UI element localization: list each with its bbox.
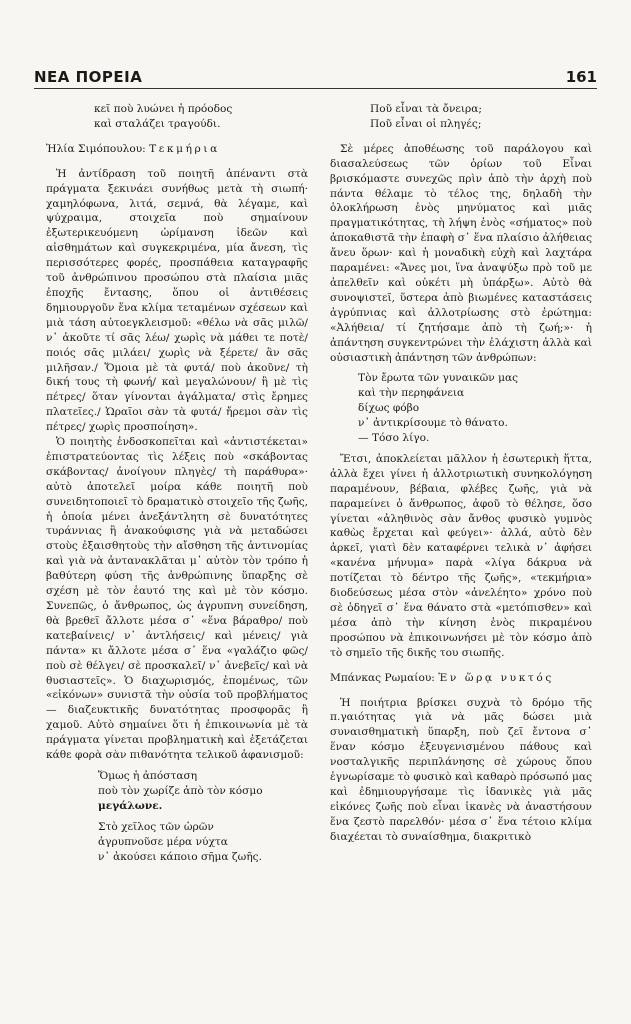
body-paragraph: Ἡ ἀντίδραση τοῦ ποιητῆ ἀπέναντι στὰ πράγματα ξεκινάει συνήθως μετὰ τὴ σιωπή· χαμηλόφωνα, λιτά, σεμνά, θὰ λέγαμε, καὶ ψύχραιμα, στοιχεῖα ποὺ σημαίνουν ἐξωτερικευόμενη ὡρίμανση ἰδεῶν καὶ αἰσθημάτων καὶ συγκεκριμένα, μία ἄνεση, τὶς περισσότερες φορές, προσπάθεια καταγραφῆς τοῦ ἀνθρώπινου προσώπου στὰ πλαίσια μιᾶς ἐποχῆς ἔντασης, ὅπου οἱ ἀντιθέσεις δημιουργοῦν ἕνα κλίμα τεταμένων σχέσεων καὶ μιὰ τάση αὐτοεγκλεισμοῦ: «θέλω νὰ σᾶς μιλῶ/ ν᾿ ἀκοῦτε τί σᾶς λέω/ χωρὶς νὰ μάθει τε ποτὲ/ ποιός σᾶς μιλάει/ χωρὶς νὰ ξέρετε/ ἂν σᾶς μιλῆσαν./ Ὅμοια μὲ τὰ φυτά/ ποὺ ἀκοῦνε/ τὴ δική τους τὴ φωνή/ καὶ μεγαλώνουν/ ἢ μὲ τὶς πέτρες/ ὅταν γίνονται ἀγάλματα/ στὶς ἔρημες πλατεῖες./ Ὡραῖοι σὰν τὰ φυτά/ ἤρεμοι σὰν τὶς πέτρες/ χωρὶς προσποίηση». — [46, 167, 308, 434]
running-header — [34, 66, 597, 89]
body-paragraph: Ἔτσι, ἀποκλείεται μᾶλλον ἡ ἐσωτερικὴ ἥττα, ἀλλὰ ἔχει γίνει ἡ ἀλλοτριωτικὴ συνηκολόγηση παραμένουν, βέβαια, φλέβες ζωῆς, γιὰ νὰ παραμείνει ὁ ἄνθρωπος, ἀφοῦ τὸ θέλησε, ὅσο γίνεται «ἀληθινὸς σὰν ἄνθος φυσικὸ γυμνὸς καθὼς ἔρχεται καὶ φεύγει»· ἀλλά, αὐτὸ δὲν ἀρκεῖ, γιατὶ δὲν καταφέρνει τελικὰ ν᾿ ἀφήσει «κανένα μήνυμα» παρὰ «λίγα δάκρυα νὰ ποτίζεται τὸ δέντρο τῆς ζωῆς», «τεκμήρια» διοδεύσεως μέσα στὸν «ἀνελέητο» χρόνο ποὺ σὲ ὁδηγεῖ σ᾿ ἕνα θάνατο στὰ «μετόπισθεν» καὶ μέσα ἀπὸ τὴν κίνηση ἑνὸς πικραμένου προσώπου νὰ ἐπικοινωνήσει μὲ τὸν κόσμο ἀπὸ τὸ σημεῖο τῆς δικῆς του σιωπῆς. — [330, 452, 592, 659]
verse-line: μεγάλωνε. — [98, 799, 163, 812]
verse-line: Στὸ χεῖλος τῶν ὡρῶν — [98, 820, 214, 833]
verse-line: Ὅμως ἡ ἀπόσταση — [98, 769, 198, 782]
verse-line: ποὺ τὸν χωρίζε ἀπὸ τὸν κόσμο — [98, 784, 263, 797]
page-number: 161 — [565, 68, 597, 86]
verse-excerpt — [330, 102, 592, 132]
verse-line: ν᾿ ἀντικρίσουμε τὸ θάνατο. — [358, 417, 508, 430]
verse-excerpt — [46, 102, 308, 132]
verse-line: καὶ σταλάζει τραγούδι. — [94, 117, 221, 130]
verse-line: ἀγρυπνοῦσε μέρα νύχτα — [98, 835, 228, 848]
verse-line: κεῖ ποὺ λυώνει ἡ πρόοδος — [94, 103, 233, 115]
verse-line: Τὸν ἔρωτα τῶν γυναικῶν μας — [358, 372, 519, 385]
verse-line: ν᾿ ἀκούσει κάποιο σῆμα ζωῆς. — [98, 850, 262, 863]
review-entry-heading — [46, 142, 308, 157]
verse-line: — Τόσο λίγο. — [358, 432, 430, 445]
entry-author: Μπάνκας Ρωμαίου: — [330, 671, 435, 684]
entry-title: Τεκμήρια — [149, 142, 220, 155]
body-paragraph: Σὲ μέρες ἀποθέωσης τοῦ παράλογου καὶ διασαλεύσεως τῶν ὁρίων τοῦ Εἶναι βρισκόμαστε συνεχῶς πρὶν ἀπὸ τὴν ἀρχὴ ποὺ πάντα θέλαμε τὸ τέλος της, δηλαδὴ τὴν ὁλοκλήρωση ἑνὸς μηνύματος καὶ μιᾶς πραγματικότητας, τὴ λήψη ἑνὸς «σήματος» ποὺ ἀποκαθιστᾶ τὴν ἐπαφὴ σ᾿ ἕνα πλαίσιο ἀλήθειας ἄνευ ὅρων· καὶ ἡ μοναδικὴ εὐχὴ καὶ λαχτάρα παραμένει: «Ἄνες μοι, ἵνα ἀναψύξω πρὸ τοῦ με ἀπελθεῖν καὶ οὐκέτι μὴ ὑπάρξω». Αὐτὸ θὰ συνοψιστεῖ, ὕστερα ἀπὸ βιωμένες καταστάσεις ἀγρύπνιας καὶ ἀλλοτρίωσης στὸ ἐρώτημα: «Ἀλήθεια/ τί ζητήσαμε ἀπὸ τὴ ζωή;»· ἡ ἀπάντηση συγκεντρώνει τὴν ἐλάχιστη ἀλλὰ καὶ οὐσιαστικὴ ἀπάντηση τῶν ἀνθρώπων: — [330, 142, 592, 364]
verse-line: δίχως φόβο — [358, 402, 420, 415]
verse-line: Ποῦ εἶναι τὰ ὄνειρα; — [370, 103, 482, 115]
verse-excerpt — [46, 769, 308, 864]
journal-title: ΝΕΑ ΠΟΡΕΙΑ — [34, 68, 143, 86]
right-column — [330, 102, 592, 845]
verse-line: καὶ τὴν περηφάνεια — [358, 387, 465, 400]
entry-author: Ἠλία Σιμόπουλου: — [46, 142, 146, 155]
body-paragraph: Ὁ ποιητὴς ἐνδοσκοπεῖται καὶ «ἀντιστέκεται» ἐπιστρατεύοντας τὶς λέξεις ποὺ «σκάβοντας σκάβοντας/ ἀνοίγουν πληγὲς/ τὴ παράθυρα»· αὐτὸ ἀποτελεῖ μοίρα κάθε ποιητῆ ποὺ συνειδητοποιεῖ τὸ δραματικὸ στοιχεῖο τῆς ζωῆς, ἡ ὁποία μένει ἀνεξάντλητη σὲ δυνατότητες τυράννιας ἢ ἀνακούφισης γιὰ νὰ μεταδώσει στοὺς ἐξαισθητοὺς τὴν αἴσθηση τῆς ἀντινομίας καὶ γιὰ νὰ ἀντανακλᾶται μ᾿ αὐτὸν τὸν τρόπο ἡ βαθύτερη φύση τῆς ἀνθρώπινης ὕπαρξης σὲ σχέση μὲ τὸν ἑαυτό της καὶ μὲ τὸν κόσμο. Συνεπῶς, ὁ ἄνθρωπος, ὡς ἀγρυπνη συνείδηση, θὰ βρεθεῖ ἄλλοτε μέσα σ᾿ «ἕνα βάραθρο/ ποὺ κατεβαίνεις/ ν᾿ ἀντλήσεις/ καὶ μένεις/ γιὰ πάντα» κι ἄλλοτε μέσα σ᾿ ἕνα «γαλάζιο φῶς/ ποὺ σὲ θέλγει/ σὲ προσκαλεῖ/ ν᾿ ἀνεβεῖς/ καὶ νὰ θυσιαστεῖς». Ὁ διαχωρισμός, ἑπομένως, τῶν «εἰκόνων» συνιστᾶ τὴν οὐσία τοῦ προβλήματος — διαζευκτικῆς δυνατότητας προσφορᾶς ἢ χαμοῦ. Αὐτὸ σημαίνει ὅτι ἡ ἐπικοινωνία μὲ τὰ πράγματα γίνεται προβληματικὴ καὶ ἐξετάζεται κάθε φορὰ σὰν πιθανότητα τελικοῦ ἀφανισμοῦ: — [46, 436, 308, 762]
left-column — [46, 102, 308, 864]
review-entry-heading — [330, 671, 592, 686]
verse-line: Ποῦ εἶναι οἱ πληγές; — [370, 117, 482, 130]
verse-excerpt — [330, 371, 592, 446]
entry-title: Ἐν ὥρᾳ νυκτός — [438, 671, 554, 684]
body-paragraph: Ἡ ποιήτρια βρίσκει συχνὰ τὸ δρόμο τῆς π.γαιότητας γιὰ νὰ μᾶς δώσει μιὰ συναισθηματικὴ ὕπαρξη, ποὺ ζεῖ ἔντονα σ᾿ ἕναν κόσμο ἐξευγενισμένου πάθους καὶ νοσταλγικῆς περιπλάνησης σὲ χώρους ὅπου ἐγνωρίσαμε τὸ φυσικὸ καὶ καθαρὸ πρόσωπό μας καὶ ἐδημιουργήσαμε τὶς ἰδανικὲς γιὰ μᾶς εἰκόνες ζωῆς ποὺ εἶναι ἱκανὲς νὰ ἀναστήσουν ἕνα ζεστὸ παρελθόν· μέσα σ᾿ ἕνα τέτοιο κλίμα διαχέεται τὸ συναίσθημα, διακριτικὸ — [330, 696, 592, 843]
